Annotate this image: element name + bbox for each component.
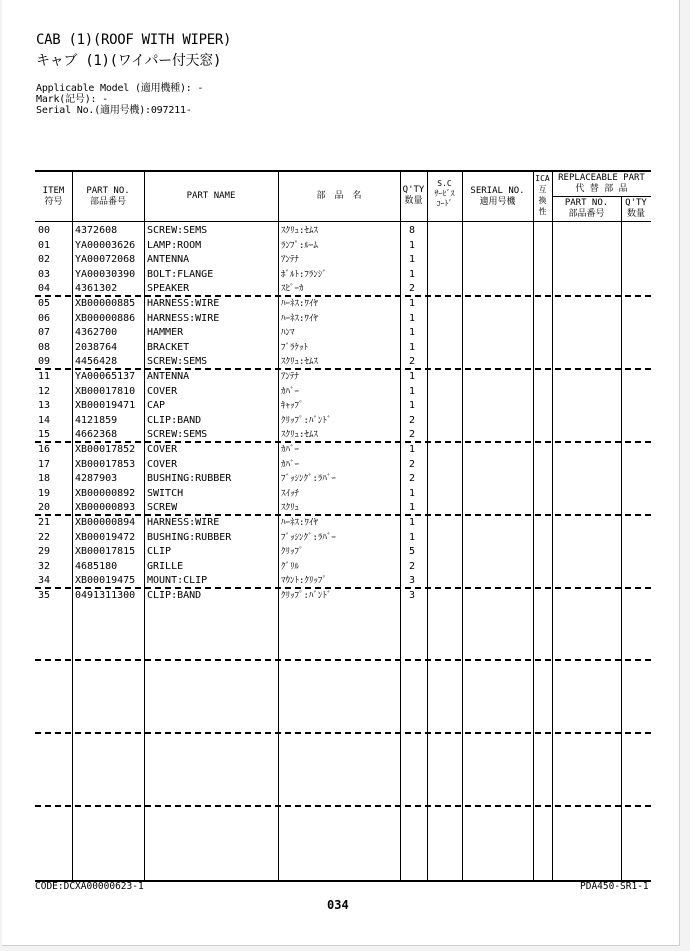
part-no-cell: XB00017853: [75, 458, 136, 470]
item-cell: 06: [38, 312, 51, 324]
part-no-cell: 4362700: [75, 327, 118, 339]
part-name-cell: COVER: [147, 458, 178, 470]
qty-cell: 1: [408, 268, 416, 280]
table-row: [35, 487, 651, 502]
part-name-jp-cell: ｶﾊﾞｰ: [281, 445, 300, 455]
item-cell: 08: [38, 341, 51, 353]
table-row: [35, 501, 651, 516]
part-name-cell: ANTENNA: [147, 371, 190, 382]
table-row: [35, 399, 651, 414]
table-row: [35, 282, 651, 297]
qty-cell: 1: [408, 400, 416, 412]
part-name-cell: CLIP: [147, 546, 172, 558]
item-cell: 09: [38, 356, 51, 368]
part-name-jp-cell: ｽｸﾘｭ: [281, 503, 300, 514]
qty-cell: 1: [408, 385, 416, 397]
table-row: [35, 589, 651, 604]
part-no-cell: YA00030390: [75, 268, 136, 280]
table-row: [35, 355, 651, 370]
part-name-jp-cell: ﾌﾞｯｼﾝｸﾞ:ﾗﾊﾞｰ: [281, 474, 336, 485]
header-part-name-jp: 部 品 名: [316, 191, 362, 201]
qty-cell: 2: [408, 283, 416, 295]
item-cell: 22: [38, 531, 51, 543]
qty-cell: 1: [408, 531, 416, 543]
part-no-cell: 4372608: [75, 225, 118, 236]
table-row: [35, 239, 651, 254]
part-name-jp-cell: ﾏｳﾝﾄ:ｸﾘｯﾌﾟ: [281, 576, 327, 587]
part-no-cell: 4685180: [75, 560, 118, 572]
part-name-cell: BUSHING:RUBBER: [147, 473, 232, 485]
qty-cell: 1: [408, 327, 416, 339]
qty-cell: 1: [408, 444, 416, 455]
table-row: [35, 428, 651, 443]
qty-cell: 1: [408, 371, 416, 382]
part-name-jp-cell: ﾊﾝﾏ: [281, 328, 295, 339]
header-sc: S.C ｻｰﾋﾞｽ ｺｰﾄﾞ: [434, 179, 455, 208]
part-no-cell: YA00072068: [75, 254, 136, 266]
part-no-cell: XB00017815: [75, 546, 136, 558]
item-cell: 15: [38, 429, 51, 441]
qty-cell: 1: [408, 517, 416, 528]
part-name-cell: CLIP:BAND: [147, 590, 202, 601]
part-name-jp-cell: ﾗﾝﾌﾟ:ﾙｰﾑ: [281, 240, 318, 251]
part-name-cell: COVER: [147, 385, 178, 397]
qty-cell: 1: [408, 341, 416, 353]
part-name-jp-cell: ｽｸﾘｭ:ｾﾑｽ: [281, 430, 318, 441]
header-replaceable: REPLACEABLE PART 代 替 部 品: [558, 173, 645, 194]
qty-cell: 1: [408, 312, 416, 324]
part-name-cell: BRACKET: [147, 341, 190, 353]
item-cell: 19: [38, 487, 51, 499]
item-cell: 11: [38, 371, 51, 382]
qty-cell: 1: [408, 239, 416, 251]
part-name-jp-cell: ﾊｰﾈｽ:ﾜｲﾔ: [281, 518, 318, 528]
item-cell: 20: [38, 502, 51, 514]
item-cell: 01: [38, 239, 51, 251]
part-no-cell: XB00019472: [75, 531, 136, 543]
table-row: [35, 326, 651, 341]
part-no-cell: XB00019471: [75, 400, 136, 412]
table-row: [35, 253, 651, 268]
qty-cell: 1: [408, 298, 416, 309]
page-title-en: CAB (1)(ROOF WITH WIPER): [36, 32, 232, 48]
item-cell: 17: [38, 458, 51, 470]
part-name-cell: CAP: [147, 400, 166, 412]
table-row: [35, 560, 651, 575]
part-no-cell: YA00065137: [75, 371, 136, 382]
part-name-cell: CLIP:BAND: [147, 414, 202, 426]
part-name-jp-cell: ｸﾘｯﾌﾟ: [281, 547, 304, 558]
part-name-jp-cell: ｱﾝﾃﾅ: [281, 372, 300, 382]
header-part-no: PART NO. 部品番号: [86, 186, 130, 207]
qty-cell: 8: [408, 225, 416, 236]
header-item: ITEM 符号: [42, 186, 65, 207]
parts-table: [35, 170, 651, 882]
qty-cell: 3: [408, 575, 416, 587]
table-row: [35, 312, 651, 327]
part-no-cell: XB00019475: [75, 575, 136, 587]
item-cell: 21: [38, 517, 51, 528]
part-name-jp-cell: ｽﾋﾟｰｶ: [281, 284, 304, 295]
item-cell: 12: [38, 385, 51, 397]
part-name-jp-cell: ｷｬｯﾌﾟ: [281, 401, 304, 412]
part-name-jp-cell: ｱﾝﾃﾅ: [281, 255, 300, 266]
part-no-cell: XB00000894: [75, 517, 136, 528]
item-cell: 32: [38, 560, 51, 572]
applicable-model: Applicable Model (適用機種): -: [36, 83, 204, 94]
part-no-cell: XB00017810: [75, 385, 136, 397]
table-row: [35, 472, 651, 487]
qty-cell: 2: [408, 429, 416, 441]
page-number: 034: [327, 898, 349, 912]
table-row: [35, 370, 651, 385]
table-row: [35, 545, 651, 560]
part-no-cell: 4361302: [75, 283, 118, 295]
item-cell: 29: [38, 546, 51, 558]
part-name-cell: SPEAKER: [147, 283, 190, 295]
qty-cell: 5: [408, 546, 416, 558]
item-cell: 18: [38, 473, 51, 485]
part-no-cell: 4456428: [75, 356, 118, 368]
item-cell: 34: [38, 575, 51, 587]
qty-cell: 2: [408, 560, 416, 572]
part-name-jp-cell: ｸﾞﾘﾙ: [281, 561, 300, 572]
document-page: [2, 0, 680, 946]
part-name-jp-cell: ｽｸﾘｭ:ｾﾑｽ: [281, 357, 318, 368]
part-name-cell: SCREW:SEMS: [147, 225, 208, 236]
part-name-cell: ANTENNA: [147, 254, 190, 266]
item-cell: 00: [38, 225, 51, 236]
part-name-jp-cell: ｸﾘｯﾌﾟ:ﾊﾞﾝﾄﾞ: [281, 415, 332, 426]
table-row: [35, 443, 651, 458]
footer-code: CODE:DCXA00000623-1: [35, 881, 144, 892]
header-qty: Q'TY 数量: [402, 185, 425, 206]
page-title-jp: キャブ (1)(ワイパー付天窓): [36, 53, 222, 69]
qty-cell: 1: [408, 487, 416, 499]
part-no-cell: 4662368: [75, 429, 118, 441]
qty-cell: 3: [408, 590, 416, 601]
part-no-cell: 4287903: [75, 473, 118, 485]
part-name-jp-cell: ｽｸﾘｭ:ｾﾑｽ: [281, 226, 318, 236]
item-cell: 03: [38, 268, 51, 280]
table-row: [35, 458, 651, 473]
table-row: [35, 531, 651, 546]
part-name-cell: HARNESS:WIRE: [147, 298, 220, 309]
table-row: [35, 516, 651, 531]
table-row: [35, 385, 651, 400]
part-name-cell: HAMMER: [147, 327, 184, 339]
part-no-cell: XB00000886: [75, 312, 136, 324]
part-no-cell: XB00000893: [75, 502, 136, 514]
part-no-cell: 4121859: [75, 414, 118, 426]
part-name-jp-cell: ﾎﾞﾙﾄ:ﾌﾗﾝｼﾞ: [281, 269, 327, 280]
table-row: [35, 268, 651, 283]
part-no-cell: XB00017852: [75, 444, 136, 455]
item-cell: 35: [38, 590, 51, 601]
item-cell: 02: [38, 254, 51, 266]
part-name-cell: SCREW: [147, 502, 178, 514]
part-no-cell: YA00003626: [75, 239, 136, 251]
item-cell: 05: [38, 298, 51, 309]
mark: Mark(記号): -: [36, 94, 108, 105]
part-no-cell: 2038764: [75, 341, 118, 353]
part-name-cell: SCREW:SEMS: [147, 429, 208, 441]
table-row: [35, 341, 651, 356]
qty-cell: 2: [408, 414, 416, 426]
part-name-cell: COVER: [147, 444, 178, 455]
part-name-jp-cell: ｽｲｯﾁ: [281, 488, 300, 499]
part-name-jp-cell: ﾊｰﾈｽ:ﾜｲﾔ: [281, 299, 318, 309]
item-cell: 13: [38, 400, 51, 412]
qty-cell: 2: [408, 356, 416, 368]
part-name-cell: GRILLE: [147, 560, 184, 572]
serial-no: Serial No.(適用号機):097211-: [36, 105, 192, 116]
table-row: [35, 414, 651, 429]
item-cell: 07: [38, 327, 51, 339]
part-name-cell: SWITCH: [147, 487, 184, 499]
part-no-cell: XB00000892: [75, 487, 136, 499]
item-cell: 16: [38, 444, 51, 455]
part-no-cell: 0491311300: [75, 590, 136, 601]
part-name-cell: MOUNT:CLIP: [147, 575, 208, 587]
part-name-cell: HARNESS:WIRE: [147, 517, 220, 528]
header-part-name: PART NAME: [186, 191, 236, 201]
qty-cell: 2: [408, 473, 416, 485]
header-ica: ICA 互 換 性: [535, 174, 550, 216]
part-name-jp-cell: ﾊｰﾈｽ:ﾜｲﾔ: [281, 313, 318, 324]
footer-doc-id: PDA450-SR1-1: [580, 881, 649, 892]
table-row: [35, 224, 651, 239]
part-no-cell: XB00000885: [75, 298, 136, 309]
qty-cell: 1: [408, 502, 416, 514]
qty-cell: 1: [408, 254, 416, 266]
part-name-jp-cell: ﾌﾞﾗｹｯﾄ: [281, 342, 309, 353]
part-name-jp-cell: ｶﾊﾞｰ: [281, 459, 300, 470]
part-name-jp-cell: ｸﾘｯﾌﾟ:ﾊﾞﾝﾄﾞ: [281, 591, 332, 601]
part-name-cell: BOLT:FLANGE: [147, 268, 214, 280]
item-cell: 04: [38, 283, 51, 295]
qty-cell: 2: [408, 458, 416, 470]
part-name-cell: LAMP:ROOM: [147, 239, 202, 251]
header-serial: SERIAL NO. 適用号機: [470, 186, 525, 207]
header-repl-qty: Q'TY 数量: [625, 198, 647, 219]
part-name-cell: SCREW:SEMS: [147, 356, 208, 368]
part-name-jp-cell: ﾌﾞｯｼﾝｸﾞ:ﾗﾊﾞｰ: [281, 532, 336, 543]
part-name-jp-cell: ｶﾊﾞｰ: [281, 386, 300, 397]
item-cell: 14: [38, 414, 51, 426]
table-row: [35, 297, 651, 312]
table-row: [35, 574, 651, 589]
part-name-cell: HARNESS:WIRE: [147, 312, 220, 324]
part-name-cell: BUSHING:RUBBER: [147, 531, 232, 543]
header-repl-part-no: PART NO. 部品番号: [564, 198, 609, 219]
